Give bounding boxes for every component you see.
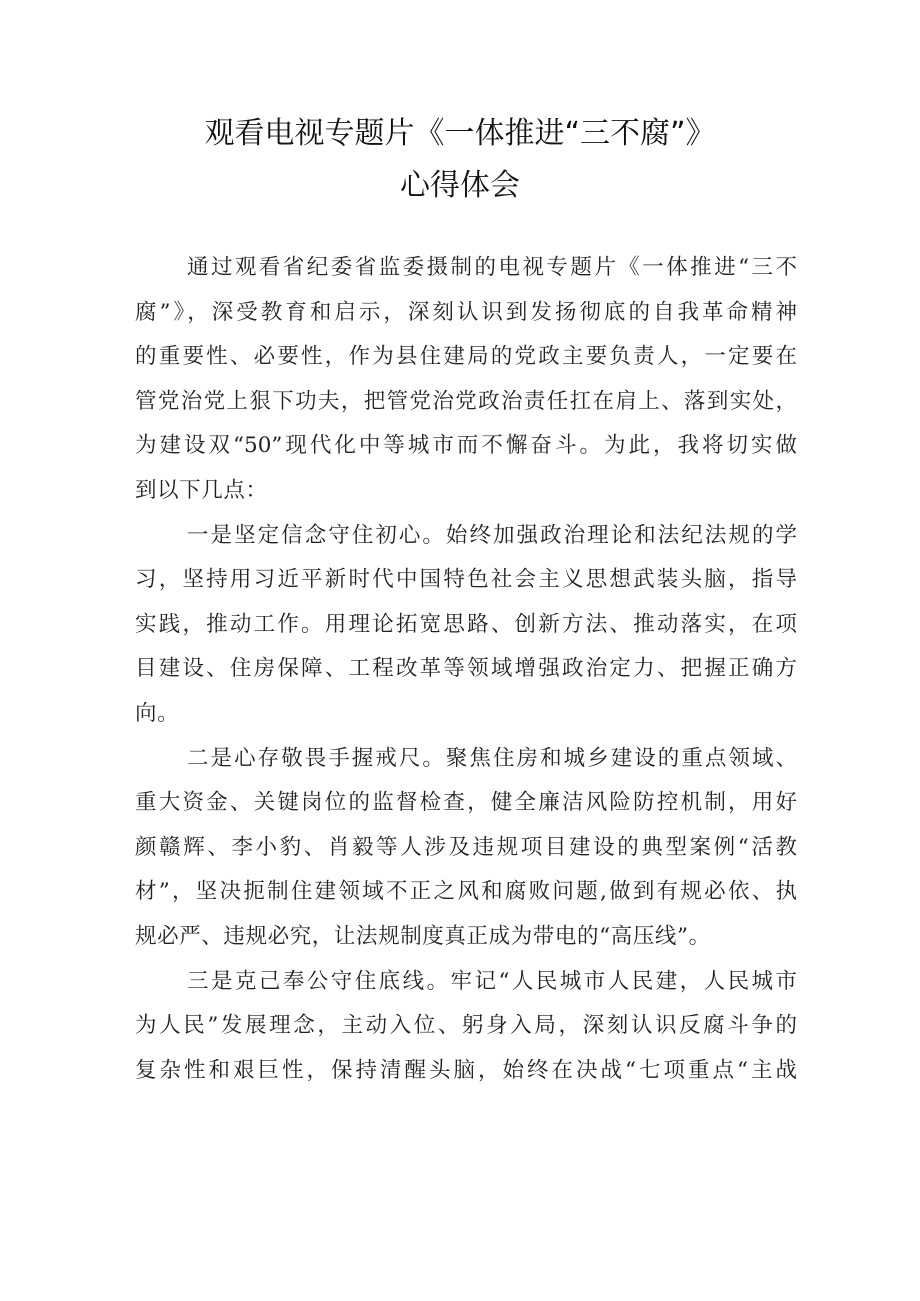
paragraph xyxy=(135,514,797,737)
paragraph-line: 颜赣辉、李小豹、肖毅等人涉及违规项目建设的典型案例“活教 xyxy=(135,834,797,860)
paragraph-line: 实践，推动工作。用理论拓宽思路、创新方法、推动落实，在项 xyxy=(135,611,797,637)
document-body xyxy=(135,246,797,1093)
paragraph-line: 到以下几点： xyxy=(135,477,268,503)
paragraph-line: 管党治党上狠下功夫，把管党治党政治责任扛在肩上、落到实处， xyxy=(135,388,797,414)
paragraph-line: 的重要性、必要性，作为县住建局的党政主要负责人，一定要在 xyxy=(135,344,797,370)
paragraph-line: 重大资金、关键岗位的监督检查，健全廉洁风险防控机制，用好 xyxy=(135,790,797,816)
paragraph-line: 为建设双“50”现代化中等城市而不懈奋斗。为此，我将切实做 xyxy=(135,433,797,459)
paragraph-line: 通过观看省纪委省监委摄制的电视专题片《一体推进“三不 xyxy=(187,255,797,280)
paragraph-line: 三是克己奉公守住底线。牢记“人民城市人民建，人民城市 xyxy=(187,968,797,994)
document-title-line-1: 观看电视专题片《一体推进“三不腐”》 xyxy=(204,116,716,151)
paragraph xyxy=(135,960,797,1094)
paragraph-line: 向。 xyxy=(135,700,180,726)
paragraph-line: 规必严、违规必究，让法规制度真正成为带电的“高压线”。 xyxy=(135,923,711,949)
paragraph-line: 习，坚持用习近平新时代中国特色社会主义思想武装头脑，指导 xyxy=(135,567,797,593)
paragraph-line: 腐”》，深受教育和启示，深刻认识到发扬彻底的自我革命精神 xyxy=(135,299,797,325)
paragraph-line: 复杂性和艰巨性，保持清醒头脑，始终在决战“七项重点“主战 xyxy=(135,1057,797,1083)
paragraph-line: 为人民”发展理念，主动入位、躬身入局，深刻认识反腐斗争的 xyxy=(135,1013,797,1039)
paragraph xyxy=(135,246,797,514)
paragraph-line: 目建设、住房保障、工程改革等领域增强政治定力、把握正确方 xyxy=(135,656,797,682)
document-title-line-2: 心得体会 xyxy=(400,168,520,203)
paragraph-line: 二是心存敬畏手握戒尺。聚焦住房和城乡建设的重点领域、 xyxy=(187,745,797,771)
paragraph-line: 材”，坚决扼制住建领域不正之风和腐败问题,做到有规必依、执 xyxy=(135,879,797,905)
paragraph xyxy=(135,737,797,960)
paragraph-line: 一是坚定信念守住初心。始终加强政治理论和法纪法规的学 xyxy=(187,522,797,548)
